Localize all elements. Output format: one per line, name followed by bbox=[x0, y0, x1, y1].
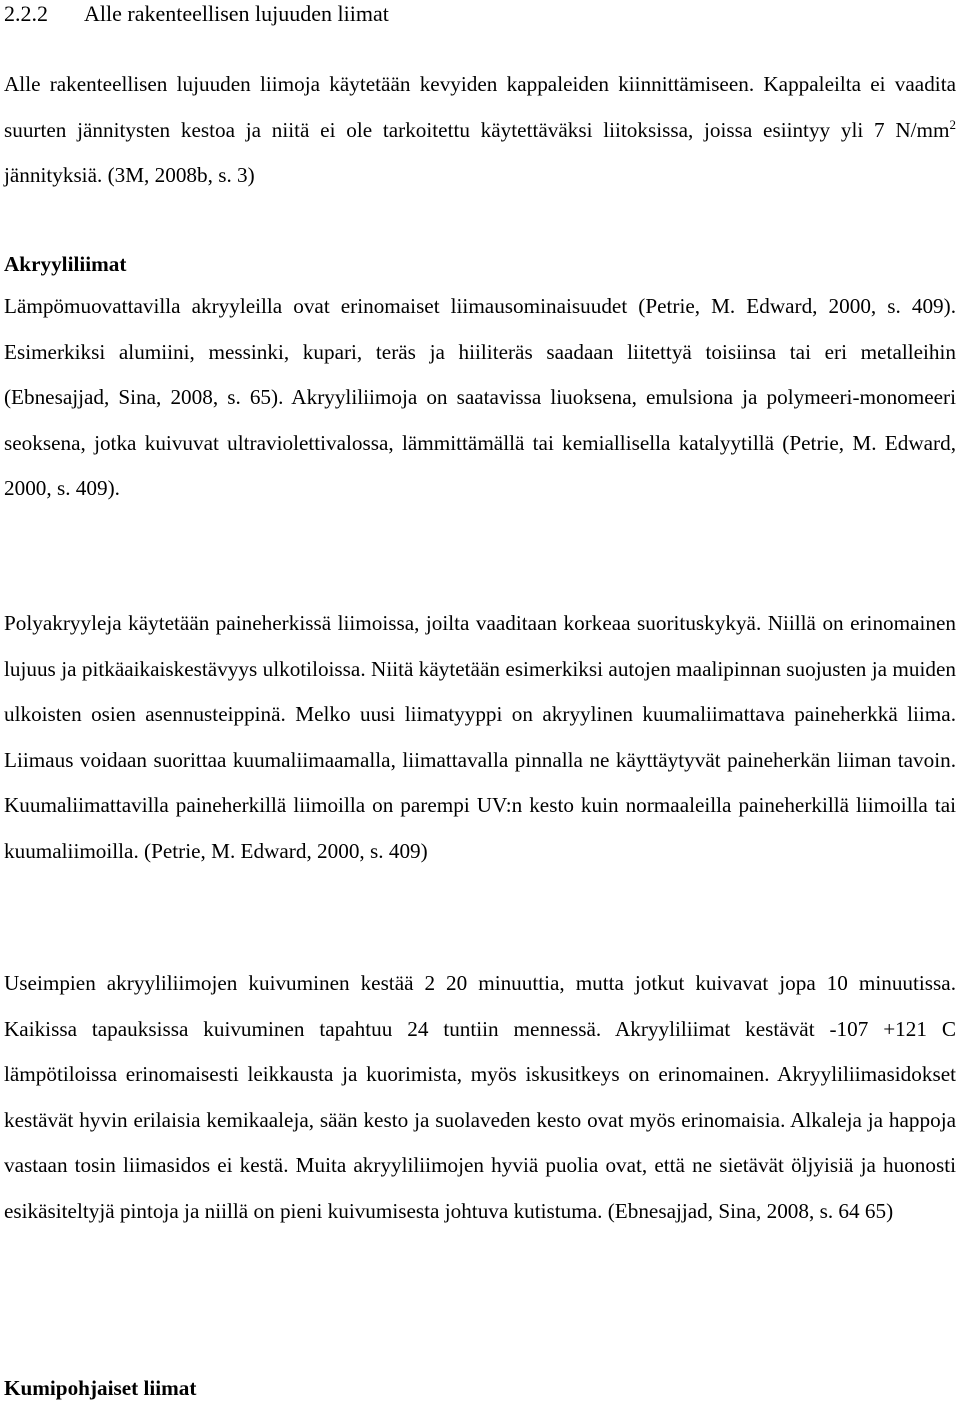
akryyliliimat-heading: Akryyliliimat bbox=[4, 252, 127, 276]
section-number: 2.2.2 bbox=[4, 1, 48, 26]
kumipohjaiset-heading: Kumipohjaiset liimat bbox=[4, 1376, 197, 1400]
intro-text: Alle rakenteellisen lujuuden liimoja käytetään kevyiden kappaleiden kiinnittämiseen. Kappaleilta ei vaadita suurten jännitysten kestoa ja niitä ei ole tarkoitettu käytettäväksi liitoksissa, joissa esiintyy yli 7 N/mm bbox=[4, 72, 956, 142]
intro-paragraph bbox=[4, 62, 956, 199]
akryyli-paragraph-2: Polyakryyleja käytetään paineherkissä liimoissa, joilta vaaditaan korkeaa suorituskykyä. Niillä on erinomainen lujuus ja pitkäaikaiskestävyys ulkotiloissa. Niitä käytetään esimerkiksi autojen maalipinnan suojusten ja muiden ulkoisten osien asennusteippinä. Melko uusi liimatyyppi on akryylinen kuumaliimattava paineherkkä liima. Liimaus voidaan suorittaa kuumaliimaamalla, liimattavalla pinnalla ne käyttäytyvät paineherkän liiman tavoin. Kuumaliimattavilla paineherkillä liimoilla on parempi UV:n kesto kuin normaaleilla paineherkillä liimoilla tai kuumaliimoilla. (Petrie, M. Edward, 2000, s. 409) bbox=[4, 611, 956, 863]
akryyli-paragraph-1: Lämpömuovattavilla akryyleilla ovat erinomaiset liimausominaisuudet (Petrie, M. Edward, 2000, s. 409). Esimerkiksi alumiini, messinki, kupari, teräs ja hiiliteräs saadaan liitettyä toisiinsa tai eri metalleihin (Ebnesajjad, Sina, 2008, s. 65). Akryyliliimoja on saatavissa liuoksena, emulsiona ja polymeeri-monomeeri seoksena, jotka kuivuvat ultraviolettivalossa, lämmittämällä tai kemiallisella katalyytillä (Petrie, M. Edward, 2000, s. 409). bbox=[4, 294, 956, 500]
superscript-exponent: 2 bbox=[949, 116, 956, 132]
section-heading bbox=[4, 0, 389, 28]
section-title: Alle rakenteellisen lujuuden liimat bbox=[84, 1, 389, 26]
akryyli-paragraph-3: Useimpien akryyliliimojen kuivuminen kestää 2 20 minuuttia, mutta jotkut kuivavat jopa 10 minuutissa. Kaikissa tapauksissa kuivuminen tapahtuu 24 tuntiin mennessä. Akryyliliimat kestävät -107 +121 C lämpötiloissa erinomaisesti leikkausta ja kuorimista, myös iskusitkeys on erinomainen. Akryyliliimasidokset kestävät hyvin erilaisia kemikaaleja, sään kesto ja suolaveden kesto ovat myös erinomaisia. Alkaleja ja happoja vastaan tosin liimasidos ei kestä. Muita akryyliliimojen hyviä puolia ovat, että ne sietävät öljyisiä ja huonosti esikäsiteltyjä pintoja ja niillä on pieni kuivumisesta johtuva kutistuma. (Ebnesajjad, Sina, 2008, s. 64 65) bbox=[4, 971, 956, 1223]
intro-text-end: jännityksiä. (3M, 2008b, s. 3) bbox=[4, 163, 255, 187]
